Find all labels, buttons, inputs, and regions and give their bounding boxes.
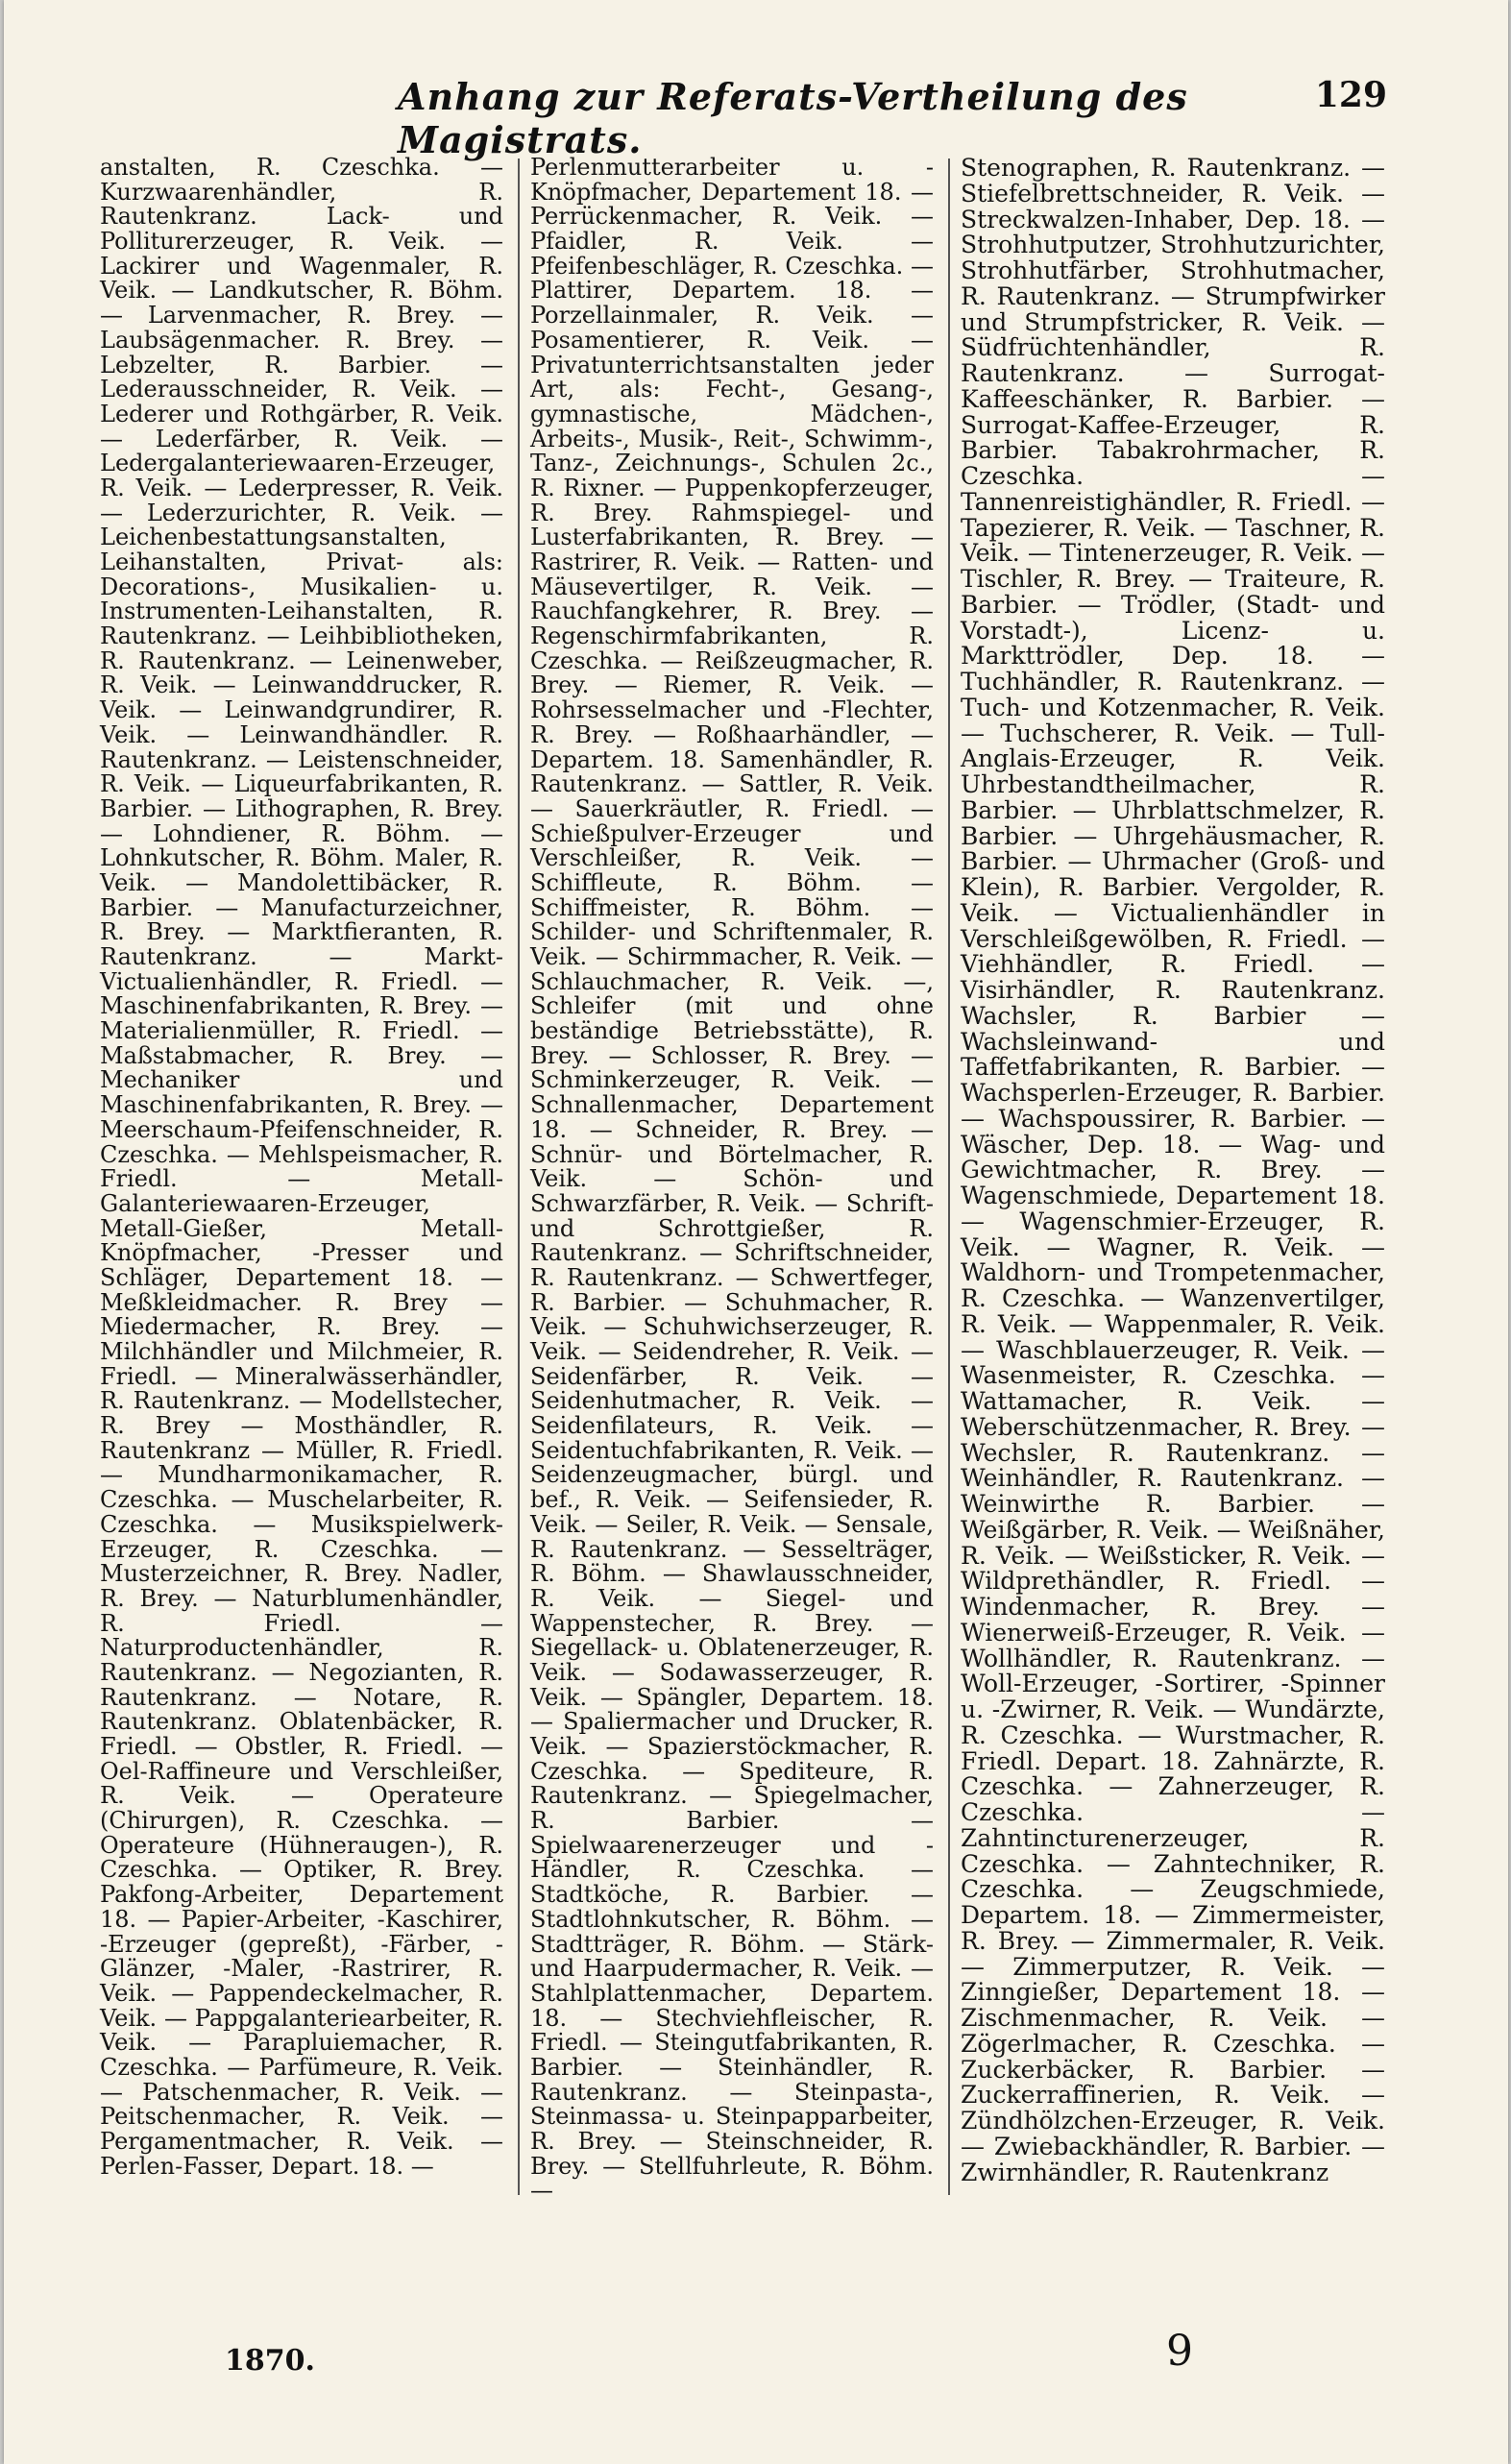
running-title: Anhang zur Referats-Vertheilung des Magistrats. [398,75,1188,161]
signature-mark: 9 [1166,2327,1193,2376]
column-text: anstalten, R. Czeschka. — Kurzwaarenhändler, R. Rautenkranz. Lack- und Polliturerzeuger, R. Veik. — Lackirer und Wagenmaler, R. Veik. — Landkutscher, R. Böhm. — Larvenmacher, R. Brey. — Laubsägenmacher. R. Brey. — Lebzelter, R. Barbier. — Lederausschneider, R. Veik. — Lederer und Rothgärber, R. Veik. — Lederfärber, R. Veik. — Ledergalanteriewaaren-Erzeuger, R. Veik. — Lederpresser, R. Veik. — Lederzurichter, R. Veik. — Leichenbestattungsanstalten, Leihanstalten, Privat- als: Decorations-, Musikalien- u. Instrumenten-Leihanstalten, R. Rautenkranz. — Leihbibliotheken, R. Rautenkranz. — Leinenweber, R. Veik. — Leinwanddrucker, R. Veik. — Leinwandgrundirer, R. Veik. — Leinwandhändler. R. Rautenkranz. — Leistenschneider, R. Veik. — Liqueurfabrikanten, R. Barbier. — Lithographen, R. Brey. — Lohndiener, R. Böhm. — Lohnkutscher, R. Böhm. Maler, R. Veik. — Mandolettibäcker, R. Barbier. — Manufacturzeichner, R. Brey. — Marktfieranten, R. Rautenkranz. — Markt-Victualienhändler, R. Friedl. — Maschinenfabrikanten, R. Brey. — Materialienmüller, R. Friedl. — Maßstabmacher, R. Brey. — Mechaniker und Maschinenfabrikanten, R. Brey. — Meerschaum-Pfeifenschneider, R. Czeschka. — Mehlspeismacher, R. Friedl. — Metall-Galanteriewaaren-Erzeuger, Metall-Gießer, Metall-Knöpfmacher, -Presser und Schläger, Departement 18. — Meßkleidmacher. R. Brey — Miedermacher, R. Brey. — Milchhändler und Milchmeier, R. Friedl. — Mineralwässerhändler, R. Rautenkranz. — Modellstecher, R. Brey — Mosthändler, R. Rautenkranz — Müller, R. Friedl. — Mundharmonikamacher, R. Czeschka. — Muschelarbeiter, R. Czeschka. — Musikspielwerk-Erzeuger, R. Czeschka. — Musterzeichner, R. Brey. Nadler, R. Brey. — Naturblumenhändler, R. Friedl. — Naturproductenhändler, R. Rautenkranz. — Negozianten, R. Rautenkranz. — Notare, R. Rautenkranz. Oblatenbäcker, R. Friedl. — Obstler, R. Friedl. — Oel-Raffineure und Verschleißer, R. Veik. — Operateure (Chirurgen), R. Czeschka. — Operateure (Hühneraugen-), R. Czeschka. — Optiker, R. Brey. Pakfong-Arbeiter, Departement 18. — Papier-Arbeiter, -Kaschirer, -Erzeuger (gepreßt), -Färber, -Glänzer, -Maler, -Rastrirer, R. Veik. — Pappendeckelmacher, R. Veik. — Pappgalanteriearbeiter, R. Veik. — Parapluiemacher, R. Czeschka. — Parfümeure, R. Veik. — Patschenmacher, R. Veik. — Peitschenmacher, R. Veik. — Pergamentmacher, R. Veik. — Perlen-Fasser, Depart. 18. — [100,154,503,2180]
page-header [100,75,1387,161]
text-column-3 [961,156,1385,2185]
page-number: 129 [1314,75,1387,115]
column-text: Perlenmutterarbeiter u. -Knöpfmacher, Departement 18. — Perrückenmacher, R. Veik. — Pfaidler, R. Veik. — Pfeifenbeschläger, R. Czeschka. — Plattirer, Departem. 18. — Porzellainmaler, R. Veik. — Posamentierer, R. Veik. — Privatunterrichtsanstalten jeder Art, als: Fecht-, Gesang-, gymnastische, Mädchen-, Arbeits-, Musik-, Reit-, Schwimm-, Tanz-, Zeichnungs-, Schulen 2c., R. Rixner. — Puppenkopferzeuger, R. Brey. Rahmspiegel- und Lusterfabrikanten, R. Brey. — Rastrirer, R. Veik. — Ratten- und Mäusevertilger, R. Veik. — Rauchfangkehrer, R. Brey. — Regenschirmfabrikanten, R. Czeschka. — Reißzeugmacher, R. Brey. — Riemer, R. Veik. — Rohrsesselmacher und -Flechter, R. Brey. — Roßhaarhändler, — Departem. 18. Samenhändler, R. Rautenkranz. — Sattler, R. Veik. — Sauerkräutler, R. Friedl. — Schießpulver-Erzeuger und Verschleißer, R. Veik. — Schiffleute, R. Böhm. — Schiffmeister, R. Böhm. — Schilder- und Schriftenmaler, R. Veik. — Schirmmacher, R. Veik. — Schlauchmacher, R. Veik. —, Schleifer (mit und ohne beständige Betriebsstätte), R. Brey. — Schlosser, R. Brey. — Schminkerzeuger, R. Veik. — Schnallenmacher, Departement 18. — Schneider, R. Brey. — Schnür- und Börtelmacher, R. Veik. — Schön- und Schwarzfärber, R. Veik. — Schrift- und Schrottgießer, R. Rautenkranz. — Schriftschneider, R. Rautenkranz. — Schwertfeger, R. Barbier. — Schuhmacher, R. Veik. — Schuhwichserzeuger, R. Veik. — Seidendreher, R. Veik. — Seidenfärber, R. Veik. — Seidenhutmacher, R. Veik. — Seidenfilateurs, R. Veik. — Seidentuchfabrikanten, R. Veik. — Seidenzeugmacher, bürgl. und bef., R. Veik. — Seifensieder, R. Veik. — Seiler, R. Veik. — Sensale, R. Rautenkranz. — Sesselträger, R. Böhm. — Shawlausschneider, R. Veik. — Siegel- und Wappenstecher, R. Brey. — Siegellack- u. Oblatenerzeuger, R. Veik. — Sodawasserzeuger, R. Veik. — Spängler, Departem. 18. — Spaliermacher und Drucker, R. Veik. — Spazierstöckmacher, R. Czeschka. — Spediteure, R. Rautenkranz. — Spiegelmacher, R. Barbier. — Spielwaarenerzeuger und -Händler, R. Czeschka. — Stadtköche, R. Barbier. — Stadtlohnkutscher, R. Böhm. — Stadtträger, R. Böhm. — Stärk- und Haarpudermacher, R. Veik. — Stahlplattenmacher, Departem. 18. — Stechviehfleischer, R. Friedl. — Steingutfabrikanten, R. Barbier. — Steinhändler, R. Rautenkranz. — Steinpasta-, Steinmassa- u. Steinpapparbeiter, R. Brey. — Steinschneider, R. Brey. — Stellfuhrleute, R. Böhm. — [530,154,934,2205]
column-text: Stenographen, R. Rautenkranz. — Stiefelbrettschneider, R. Veik. — Streckwalzen-Inhaber, Dep. 18. — Strohhutputzer, Strohhutzurichter, Strohhutfärber, Strohhutmacher, R. Rautenkranz. — Strumpfwirker und Strumpfstricker, R. Veik. — Südfrüchtenhändler, R. Rautenkranz. — Surrogat-Kaffeeschänker, R. Barbier. — Surrogat-Kaffee-Erzeuger, R. Barbier. Tabakrohrmacher, R. Czeschka. — Tannenreistighändler, R. Friedl. — Tapezierer, R. Veik. — Taschner, R. Veik. — Tintenerzeuger, R. Veik. — Tischler, R. Brey. — Traiteure, R. Barbier. — Trödler, (Stadt- und Vorstadt-), Licenz- u. Markttrödler, Dep. 18. — Tuchhändler, R. Rautenkranz. — Tuch- und Kotzenmacher, R. Veik. — Tuchscherer, R. Veik. — Tull-Anglais-Erzeuger, R. Veik. Uhrbestandtheilmacher, R. Barbier. — Uhrblattschmelzer, R. Barbier. — Uhrgehäusmacher, R. Barbier. — Uhrmacher (Groß- und Klein), R. Barbier. Vergolder, R. Veik. — Victualienhändler in Verschleißgewölben, R. Friedl. — Viehhändler, R. Friedl. — Visirhändler, R. Rautenkranz. Wachsler, R. Barbier — Wachsleinwand- und Taffetfabrikanten, R. Barbier. — Wachsperlen-Erzeuger, R. Barbier. — Wachspoussirer, R. Barbier. — Wäscher, Dep. 18. — Wag- und Gewichtmacher, R. Brey. — Wagenschmiede, Departement 18. — Wagenschmier-Erzeuger, R. Veik. — Wagner, R. Veik. — Waldhorn- und Trompetenmacher, R. Czeschka. — Wanzenvertilger, R. Veik. — Wappenmaler, R. Veik. — Waschblauerzeuger, R. Veik. — Wasenmeister, R. Czeschka. — Wattamacher, R. Veik. — Weberschützenmacher, R. Brey. — Wechsler, R. Rautenkranz. — Weinhändler, R. Rautenkranz. — Weinwirthe R. Barbier. — Weißgärber, R. Veik. — Weißnäher, R. Veik. — Weißsticker, R. Veik. — Wildprethändler, R. Friedl. — Windenmacher, R. Brey. — Wienerweiß-Erzeuger, R. Veik. — Wollhändler, R. Rautenkranz. — Woll-Erzeuger, -Sortirer, -Spinner u. -Zwirner, R. Veik. — Wundärzte, R. Czeschka. — Wurstmacher, R. Friedl. Depart. 18. Zahnärzte, R. Czeschka. — Zahnerzeuger, R. Czeschka. — Zahntincturenerzeuger, R. Czeschka. — Zahntechniker, R. Czeschka. — Zeugschmiede, Departem. 18. — Zimmermeister, R. Brey. — Zimmermaler, R. Veik. — Zimmerputzer, R. Veik. — Zinngießer, Departement 18. — Zischmenmacher, R. Veik. — Zögerlmacher, R. Czeschka. — Zuckerbäcker, R. Barbier. — Zuckerraffinerien, R. Veik. — Zündhölzchen-Erzeuger, R. Veik. — Zwiebackhändler, R. Barbier. — Zwirnhändler, R. Rautenkranz [961,154,1385,2186]
column-divider [518,159,520,2195]
footer-year: 1870. [225,2344,315,2378]
book-page [4,0,1508,2464]
text-column-2 [530,156,934,2204]
text-column-1 [100,156,503,2179]
column-divider [948,159,950,2195]
